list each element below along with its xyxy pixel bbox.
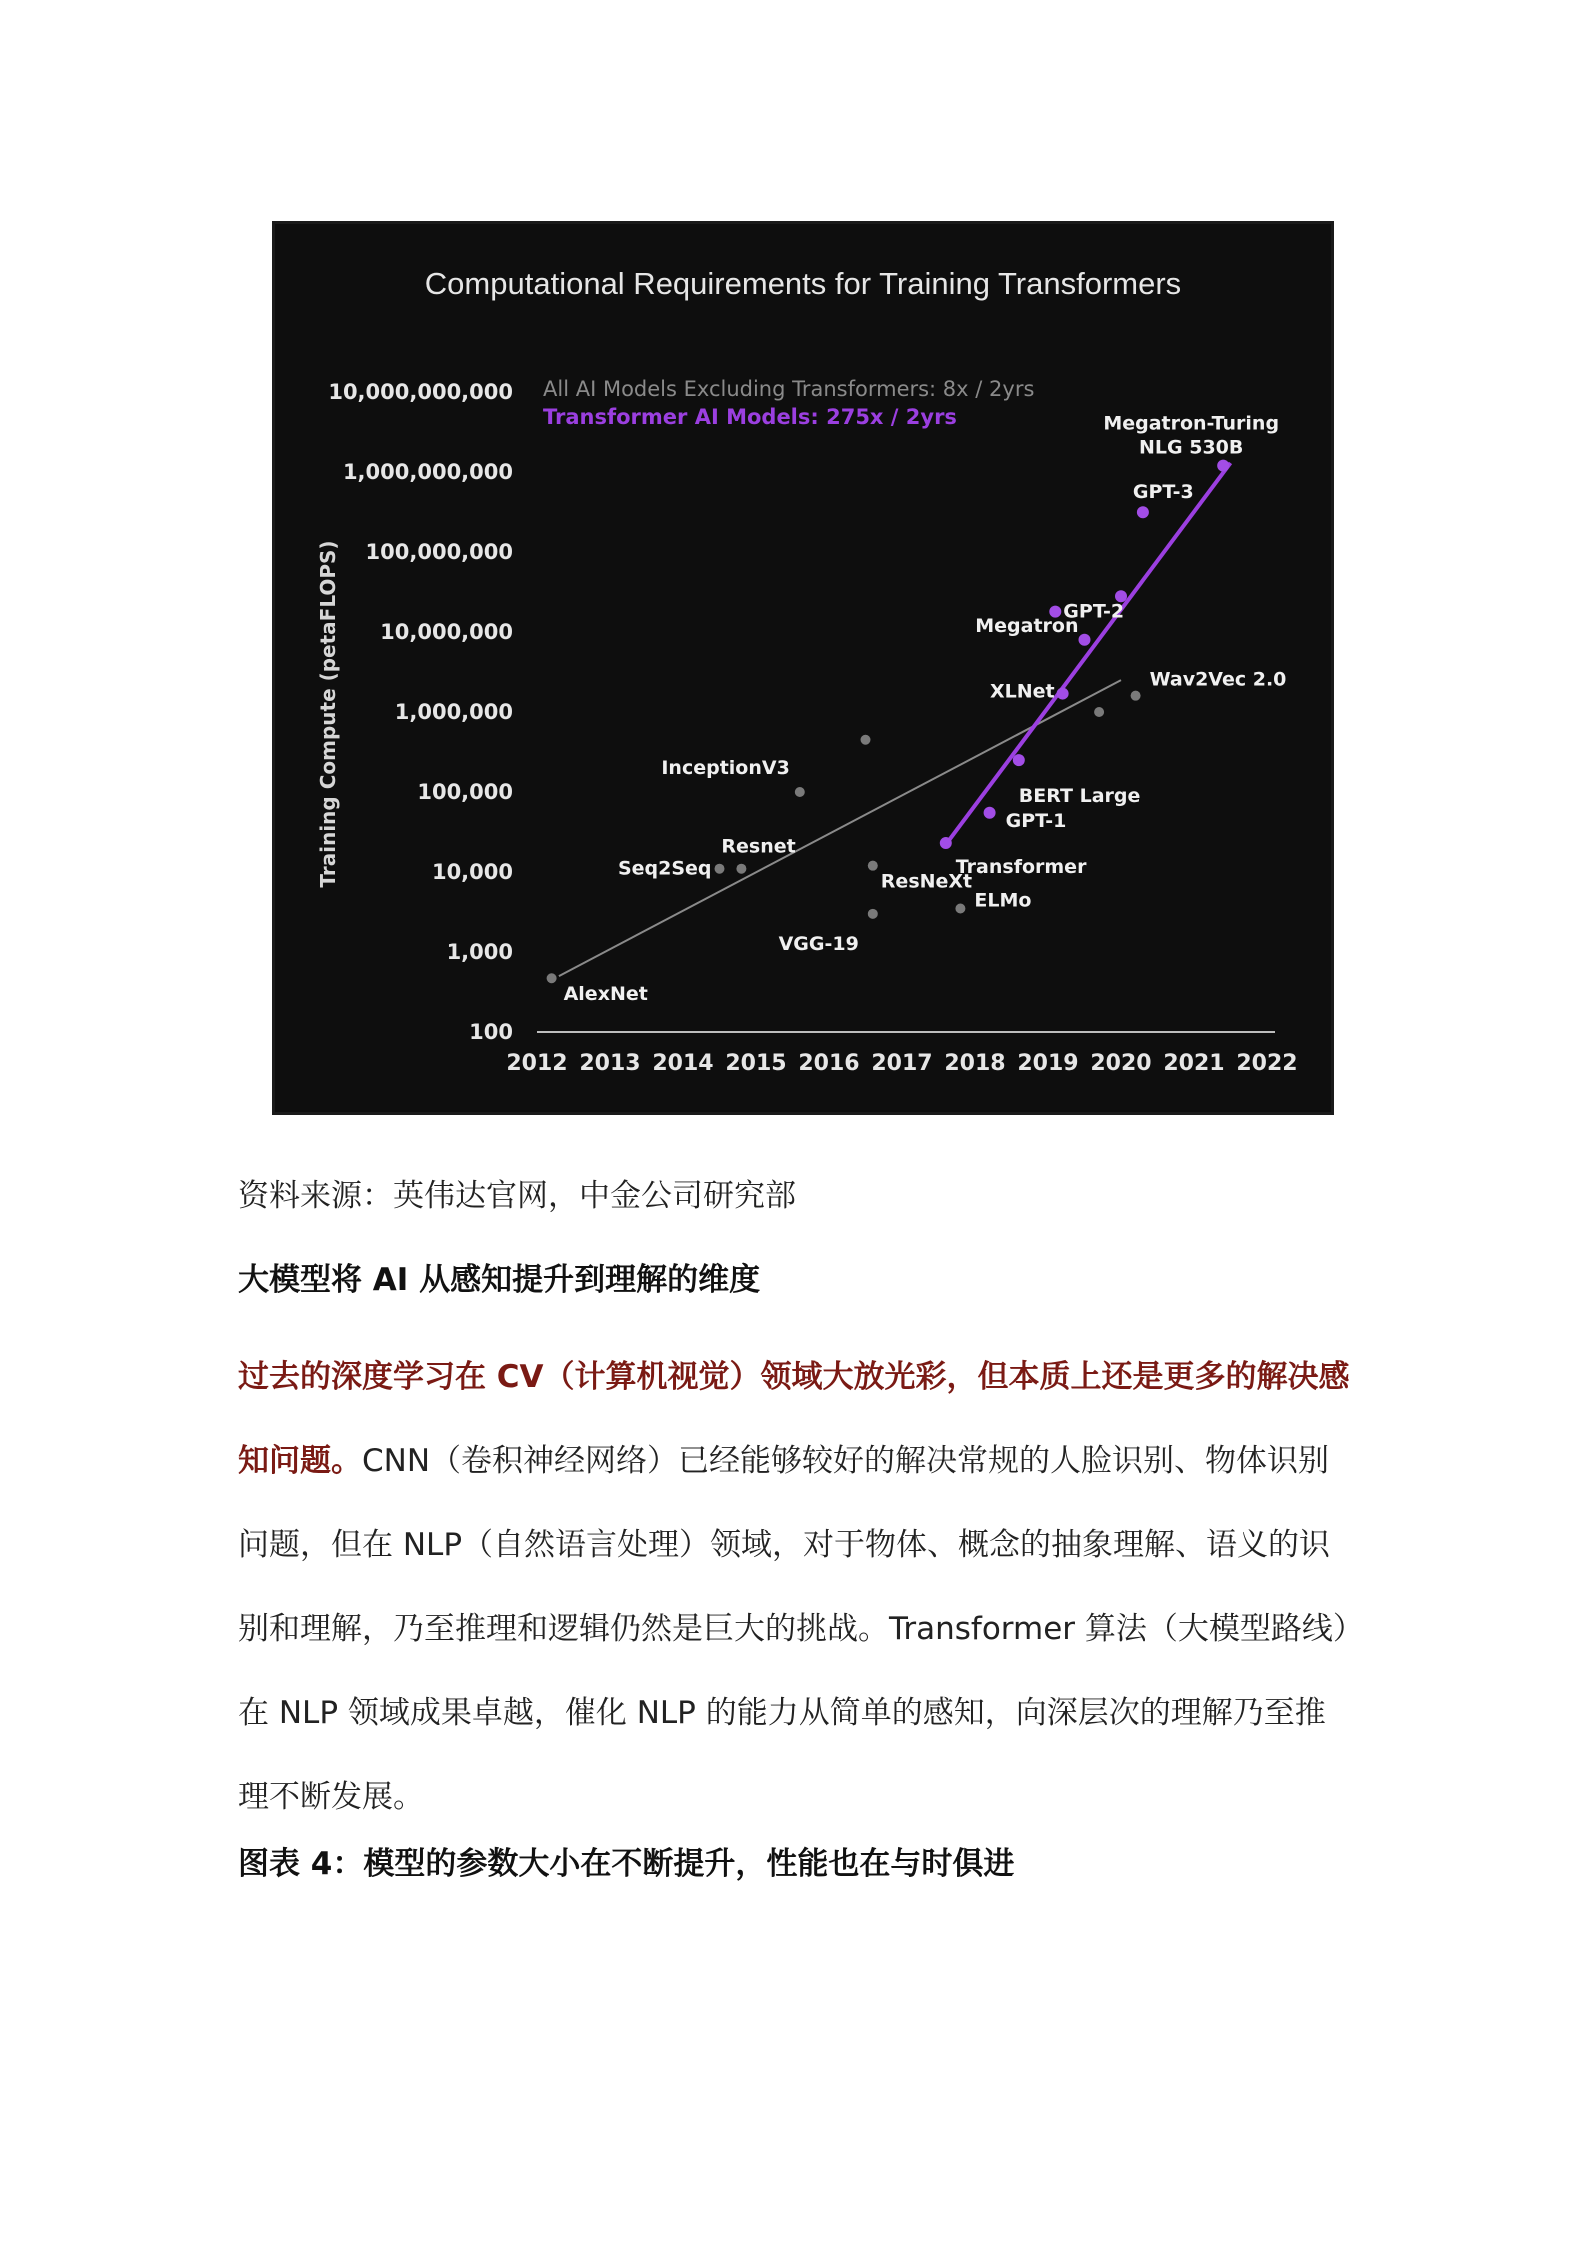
x-tick-label: 2018 <box>944 1051 1006 1076</box>
point-label: XLNet <box>989 680 1055 703</box>
point-label: Wav2Vec 2.0 <box>1149 668 1287 691</box>
x-tick-label: 2021 <box>1163 1051 1225 1076</box>
point-resnext <box>868 861 878 871</box>
chart-figure <box>272 221 1334 1115</box>
point-unlabeled <box>861 735 871 745</box>
point-megatron <box>1079 634 1091 646</box>
point-label: GPT-3 <box>1132 481 1194 504</box>
x-axis-ticks <box>506 1051 1297 1076</box>
point-label: AlexNet <box>563 983 648 1006</box>
body-paragraph <box>238 1335 1350 1839</box>
point-label: Resnet <box>721 835 796 858</box>
point-gpt-3 <box>1137 506 1149 518</box>
point-label: GPT-1 <box>1005 809 1067 832</box>
point-label: Transformer <box>955 856 1087 879</box>
point-label: BERT Large <box>1018 785 1141 808</box>
x-tick-label: 2019 <box>1017 1051 1079 1076</box>
x-tick-label: 2015 <box>725 1051 787 1076</box>
point-label: GPT-2 <box>1063 600 1125 623</box>
x-tick-label: 2014 <box>652 1051 714 1076</box>
point-transformer <box>940 837 952 849</box>
x-tick-label: 2022 <box>1236 1051 1298 1076</box>
y-tick-label: 100,000 <box>417 780 513 804</box>
chart-svg <box>275 224 1331 1112</box>
point-label: InceptionV3 <box>661 757 790 779</box>
point-seq2seq <box>715 864 725 874</box>
point-resnet <box>736 864 746 874</box>
paragraph-body: CNN（卷积神经网络）已经能够较好的解决常规的人脸识别、物体识别问题，但在 NLP（自然语言处理）领域，对于物体、概念的抽象理解、语义的识别和理解，乃至推理和逻辑仍然是巨大的挑战。Transformer 算法（大模型路线）在 NLP 领域成果卓越，催化 NLP 的能力从简单的感知，向深层次的理解乃至推理不断发展。 <box>238 1443 1349 1815</box>
y-tick-label: 10,000,000 <box>380 620 513 644</box>
point-alexnet <box>547 973 557 983</box>
y-tick-label: 100 <box>469 1020 513 1044</box>
point-bert-large <box>1013 754 1025 766</box>
y-tick-label: 1,000,000,000 <box>342 460 513 484</box>
point-wav2vec-2-0 <box>1131 691 1141 701</box>
y-tick-label: 1,000 <box>446 940 513 964</box>
legend-entry-transformer: Transformer AI Models: 275x / 2yrs <box>543 405 957 429</box>
figure-source: 资料来源：英伟达官网，中金公司研究部 <box>238 1178 796 1214</box>
paragraph-lead: 过去的深度学习在 CV（计算机视觉）领域大放光彩，但本质上还是更多的解决感知问题。 <box>238 1359 1350 1479</box>
chart-title: Computational Requirements for Training Transformers <box>424 266 1182 301</box>
y-tick-label: 10,000 <box>431 860 513 884</box>
point-label: VGG-19 <box>778 932 859 955</box>
point-label: ResNeXt <box>880 870 973 893</box>
point-unlabeled <box>1094 707 1104 717</box>
point-label: Megatron-Turing NLG 530B <box>1103 412 1280 459</box>
figure-caption: 图表 4：模型的参数大小在不断提升，性能也在与时俱进 <box>238 1846 1015 1882</box>
point-vgg-19 <box>868 909 878 919</box>
y-tick-label: 100,000,000 <box>365 540 513 564</box>
point-label: Seq2Seq <box>617 857 712 880</box>
point-megatron-turing-nlg-530b <box>1217 460 1229 472</box>
point-label: ELMo <box>974 889 1032 912</box>
point-gpt-1 <box>984 807 996 819</box>
point-inceptionv3 <box>795 787 805 797</box>
x-tick-label: 2012 <box>506 1051 568 1076</box>
point-xlnet <box>1057 688 1069 700</box>
x-tick-label: 2020 <box>1090 1051 1152 1076</box>
x-tick-label: 2016 <box>798 1051 860 1076</box>
section-heading: 大模型将 AI 从感知提升到理解的维度 <box>238 1262 761 1298</box>
point-label: Megatron <box>975 614 1079 637</box>
x-tick-label: 2013 <box>579 1051 641 1076</box>
point-elmo <box>955 903 965 913</box>
x-tick-label: 2017 <box>871 1051 933 1076</box>
legend-entry-non-transformer: All AI Models Excluding Transformers: 8x / 2yrs <box>543 377 1035 401</box>
y-tick-label: 1,000,000 <box>394 700 513 724</box>
y-tick-label: 10,000,000,000 <box>328 380 513 404</box>
y-axis-label: Training Compute (petaFLOPS) <box>316 540 340 888</box>
